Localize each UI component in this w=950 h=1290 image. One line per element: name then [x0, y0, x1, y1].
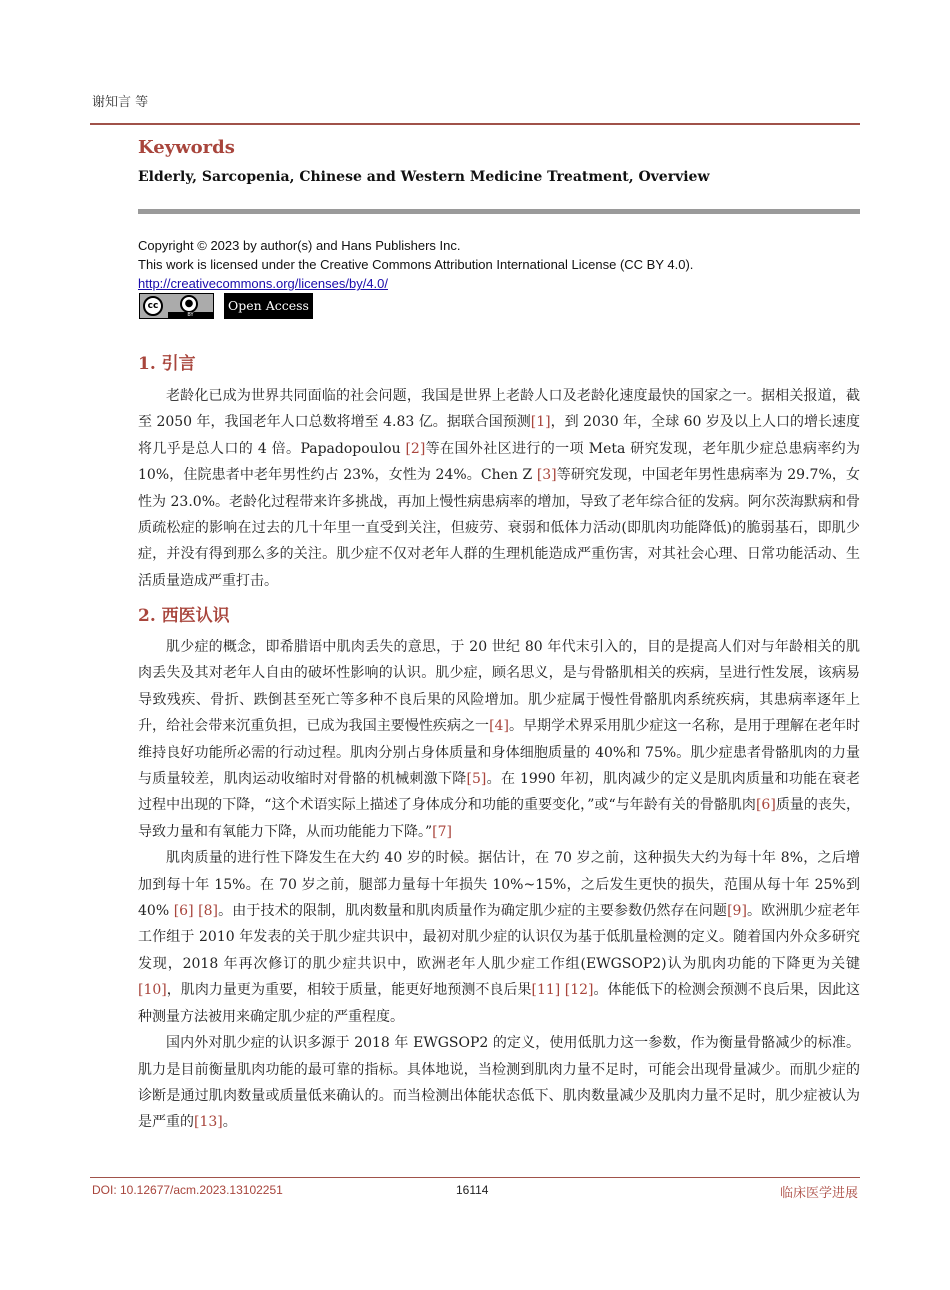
journal-name: 临床医学进展: [779, 1186, 858, 1201]
keywords-text: Elderly, Sarcopenia, Chinese and Western Medicine Treatment, Overview: [138, 169, 710, 185]
header-divider: [90, 123, 860, 125]
citation-link[interactable]: [12]: [564, 982, 594, 999]
cc-by-badge[interactable]: [139, 293, 214, 319]
citation-link[interactable]: [6]: [173, 903, 194, 920]
keywords-title: Keywords: [138, 137, 235, 158]
cc-icon: cc: [143, 296, 163, 316]
section-2-paragraph-3: 国内外对肌少症的认识多源于 2018 年 EWGSOP2 的定义，使用低肌力这一参数，作为衡量骨骼减少的标准。肌力是目前衡量肌肉功能的最可靠的指标。具体地说，当检测到肌肉力量不足时，可能会出现骨量减少。而肌少症的诊断是通过肌肉数量或质量低来确认的。而当检测出体能状态低下、肌肉数量减少及肌肉力量不足时，肌少症被认为是严重的[13]。: [138, 1035, 860, 1131]
section-2-title: 2. 西医认识: [138, 606, 230, 626]
citation-link[interactable]: [13]: [194, 1114, 223, 1131]
section-1-body: [138, 383, 860, 594]
page-number: 16114: [456, 1183, 489, 1197]
by-label: BY: [168, 312, 213, 318]
running-head-authors: 谢知言 等: [92, 95, 149, 110]
attribution-person-icon: ●: [180, 295, 198, 313]
footer-doi[interactable]: DOI: 10.12677/acm.2023.13102251: [92, 1183, 283, 1197]
citation-link[interactable]: [11]: [531, 982, 561, 999]
citation-link[interactable]: [8]: [198, 903, 218, 920]
footer-divider: [90, 1177, 860, 1178]
section-2-body: [138, 634, 860, 1136]
keywords-divider: [138, 209, 860, 214]
section-1-title: 1. 引言: [138, 354, 196, 374]
copyright-line: Copyright © 2023 by author(s) and Hans Publishers Inc.: [138, 238, 461, 253]
citation-link[interactable]: [3]: [536, 467, 557, 484]
open-access-badge[interactable]: Open Access: [224, 293, 313, 319]
license-link[interactable]: http://creativecommons.org/licenses/by/4.0/: [138, 276, 389, 291]
section-2-paragraph-2: 肌肉质量的进行性下降发生在大约 40 岁的时候。据估计，在 70 岁之前，这种损失大约为每十年 8%，之后增加到每十年 15%。在 70 岁之前，腿部力量每十年损失 10%~15%，之后发生更快的损失，范围从每十年 25%到 40% [6] [8]。由于技术的限制，肌肉数量和肌肉质量作为确定肌少症的主要参数仍然存在问题[9]。欧洲肌少症老年工作组于 2010 年发表的关于肌少症共识中，最初对肌少症的认识仅为基于低肌量检测的定义。随着国内外众多研究发现，2018 年再次修订的肌少症共识中，欧洲老年人肌少症工作组(EWGSOP2)认为肌肉功能的下降更为关键[10]，肌肉力量更为重要，相较于质量，能更好地预测不良后果[11] [12]。体能低下的检测会预测不良后果，因此这种测量方法被用来确定肌少症的严重程度。: [138, 850, 861, 1025]
citation-link[interactable]: [6]: [755, 797, 776, 814]
citation-link[interactable]: [4]: [489, 718, 509, 735]
citation-link[interactable]: [10]: [138, 982, 167, 999]
section-1-paragraph-1: 老龄化已成为世界共同面临的社会问题，我国是世界上老龄人口及老龄化速度最快的国家之一。据相关报道，截至 2050 年，我国老年人口总数将增至 4.83 亿。据联合国预测[1]，到 2030 年，全球 60 岁及以上人口的增长速度将几乎是总人口的 4 倍。Papadopoulou [2]等在国外社区进行的一项 Meta 研究发现，老年肌少症总患病率约为 10%，住院患者中老年男性约占 23%，女性为 24%。Chen Z [3]等研究发现，中国老年男性患病率为 29.7%，女性为 23.0%。老龄化过程带来许多挑战，再加上慢性病患病率的增加，导致了老年综合征的发病。阿尔茨海默病和骨质疏松症的影响在过去的几十年里一直受到关注，但疲劳、衰弱和低体力活动(即肌肉功能降低)的脆弱基石，即肌少症，并没有得到那么多的关注。肌少症不仅对老年人群的生理机能造成严重伤害，对其社会心理、日常功能活动、生活质量造成严重打击。: [138, 388, 860, 589]
citation-link[interactable]: [5]: [466, 771, 487, 788]
copyright-block: [138, 236, 860, 293]
citation-link[interactable]: [2]: [405, 440, 426, 457]
license-line: This work is licensed under the Creative Commons Attribution International License (CC BY 4.0).: [138, 257, 694, 272]
citation-link[interactable]: [7]: [432, 823, 452, 840]
citation-link[interactable]: [1]: [530, 414, 551, 431]
section-2-paragraph-1: 肌少症的概念，即希腊语中肌肉丢失的意思，于 20 世纪 80 年代末引入的，目的是提高人们对与年龄相关的肌肉丢失及其对老年人自由的破坏性影响的认识。肌少症，顾名思义，是与骨骼肌相关的疾病，呈进行性发展，该病易导致残疾、骨折、跌倒甚至死亡等多种不良后果的风险增加。肌少症属于慢性骨骼肌肉系统疾病，其患病率逐年上升，给社会带来沉重负担，已成为我国主要慢性疾病之一[4]。早期学术界采用肌少症这一名称，是用于理解在老年时维持良好功能所必需的行动过程。肌肉分别占身体质量和身体细胞质量的 40%和 75%。肌少症患者骨骼肌肉的力量与质量较差，肌肉运动收缩时对骨骼的机械刺激下降[5]。在 1990 年初，肌肉减少的定义是肌肉质量和功能在衰老过程中出现的下降，“这个术语实际上描述了身体成分和功能的重要变化，”或“与年龄有关的骨骼肌肉[6]质量的丧失，导致力量和有氧能力下降，从而功能能力下降。”[7]: [138, 639, 860, 840]
citation-link[interactable]: [9]: [727, 903, 747, 920]
